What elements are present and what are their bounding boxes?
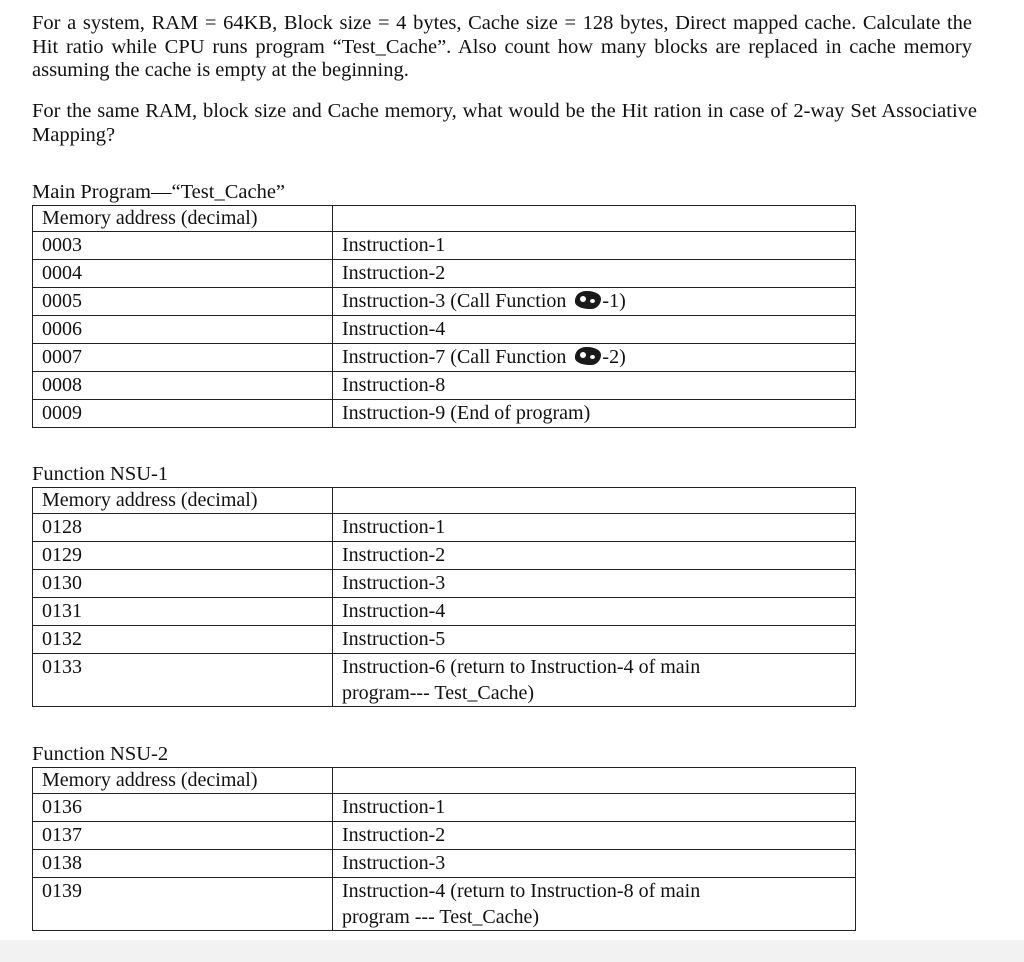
instruction-line-1: Instruction-6 (return to Instruction-4 of main (342, 656, 701, 678)
redaction-scribble (575, 347, 601, 365)
address-cell: 0133 (33, 654, 333, 707)
table-header-row (33, 768, 856, 794)
table-row (33, 822, 856, 850)
header-instruction (333, 206, 856, 232)
instruction-cell: Instruction-3 (333, 850, 856, 878)
address-cell: 0132 (33, 626, 333, 654)
table-row (33, 626, 856, 654)
address-cell: 0129 (33, 542, 333, 570)
instruction-cell: Instruction-1 (333, 232, 856, 260)
address-cell: 0131 (33, 598, 333, 626)
page-bottom-band (0, 940, 1024, 962)
question-paragraph-1: For a system, RAM = 64KB, Block size = 4 bytes, Cache size = 128 bytes, Direct mapped cache. Calculate the Hit ratio while CPU runs program “Test_Cache”. Also count how many blocks are replaced in cache memory assuming the cache is empty at the beginning. (32, 12, 972, 81)
address-cell: 0004 (33, 260, 333, 288)
instruction-cell: Instruction-1 (333, 794, 856, 822)
table-row (33, 654, 856, 707)
table-row (33, 372, 856, 400)
question-paragraph-2: For the same RAM, block size and Cache memory, what would be the Hit ration in case of 2-way Set Associative Mapping? (32, 100, 977, 146)
table-row (33, 316, 856, 344)
header-address: Memory address (decimal) (33, 768, 333, 794)
instruction-cell (333, 654, 856, 707)
table-row (33, 598, 856, 626)
address-cell: 0005 (33, 288, 333, 316)
header-instruction (333, 768, 856, 794)
table-row (33, 850, 856, 878)
table-row (33, 400, 856, 428)
table-row (33, 794, 856, 822)
table-row (33, 288, 856, 316)
instruction-line-2: program --- Test_Cache) (342, 906, 540, 928)
table-row (33, 344, 856, 372)
table-row (33, 260, 856, 288)
address-cell: 0008 (33, 372, 333, 400)
function-nsu1-table (32, 487, 856, 707)
main-program-table (32, 205, 856, 428)
instruction-cell: Instruction-4 (333, 598, 856, 626)
instruction-cell: Instruction-2 (333, 260, 856, 288)
instruction-cell: Instruction-1 (333, 514, 856, 542)
instruction-line-2: program--- Test_Cache) (342, 682, 535, 704)
address-cell: 0003 (33, 232, 333, 260)
table-row (33, 514, 856, 542)
function-nsu2-table (32, 767, 856, 931)
header-address: Memory address (decimal) (33, 488, 333, 514)
instruction-line-1: Instruction-4 (return to Instruction-8 of main (342, 880, 701, 902)
table-header-row (33, 488, 856, 514)
address-cell: 0139 (33, 878, 333, 931)
instruction-suffix: -1) (602, 290, 626, 312)
table-row (33, 878, 856, 931)
instruction-cell (333, 288, 856, 316)
instruction-cell: Instruction-5 (333, 626, 856, 654)
table-row (33, 542, 856, 570)
table-row (33, 570, 856, 598)
instruction-cell (333, 878, 856, 931)
main-program-title: Main Program—“Test_Cache” (32, 181, 286, 203)
address-cell: 0138 (33, 850, 333, 878)
instruction-prefix: Instruction-7 (Call Function (342, 346, 572, 368)
header-address: Memory address (decimal) (33, 206, 333, 232)
address-cell: 0128 (33, 514, 333, 542)
address-cell: 0007 (33, 344, 333, 372)
instruction-cell: Instruction-4 (333, 316, 856, 344)
instruction-cell (333, 344, 856, 372)
address-cell: 0130 (33, 570, 333, 598)
address-cell: 0136 (33, 794, 333, 822)
instruction-suffix: -2) (602, 346, 626, 368)
function-nsu2-title: Function NSU-2 (32, 743, 169, 765)
function-nsu1-title: Function NSU-1 (32, 463, 169, 485)
table-row (33, 232, 856, 260)
address-cell: 0137 (33, 822, 333, 850)
table-header-row (33, 206, 856, 232)
header-instruction (333, 488, 856, 514)
address-cell: 0006 (33, 316, 333, 344)
instruction-cell: Instruction-2 (333, 542, 856, 570)
instruction-cell: Instruction-3 (333, 570, 856, 598)
redaction-scribble (575, 291, 601, 309)
instruction-prefix: Instruction-3 (Call Function (342, 290, 572, 312)
address-cell: 0009 (33, 400, 333, 428)
instruction-cell: Instruction-9 (End of program) (333, 400, 856, 428)
instruction-cell: Instruction-2 (333, 822, 856, 850)
instruction-cell: Instruction-8 (333, 372, 856, 400)
